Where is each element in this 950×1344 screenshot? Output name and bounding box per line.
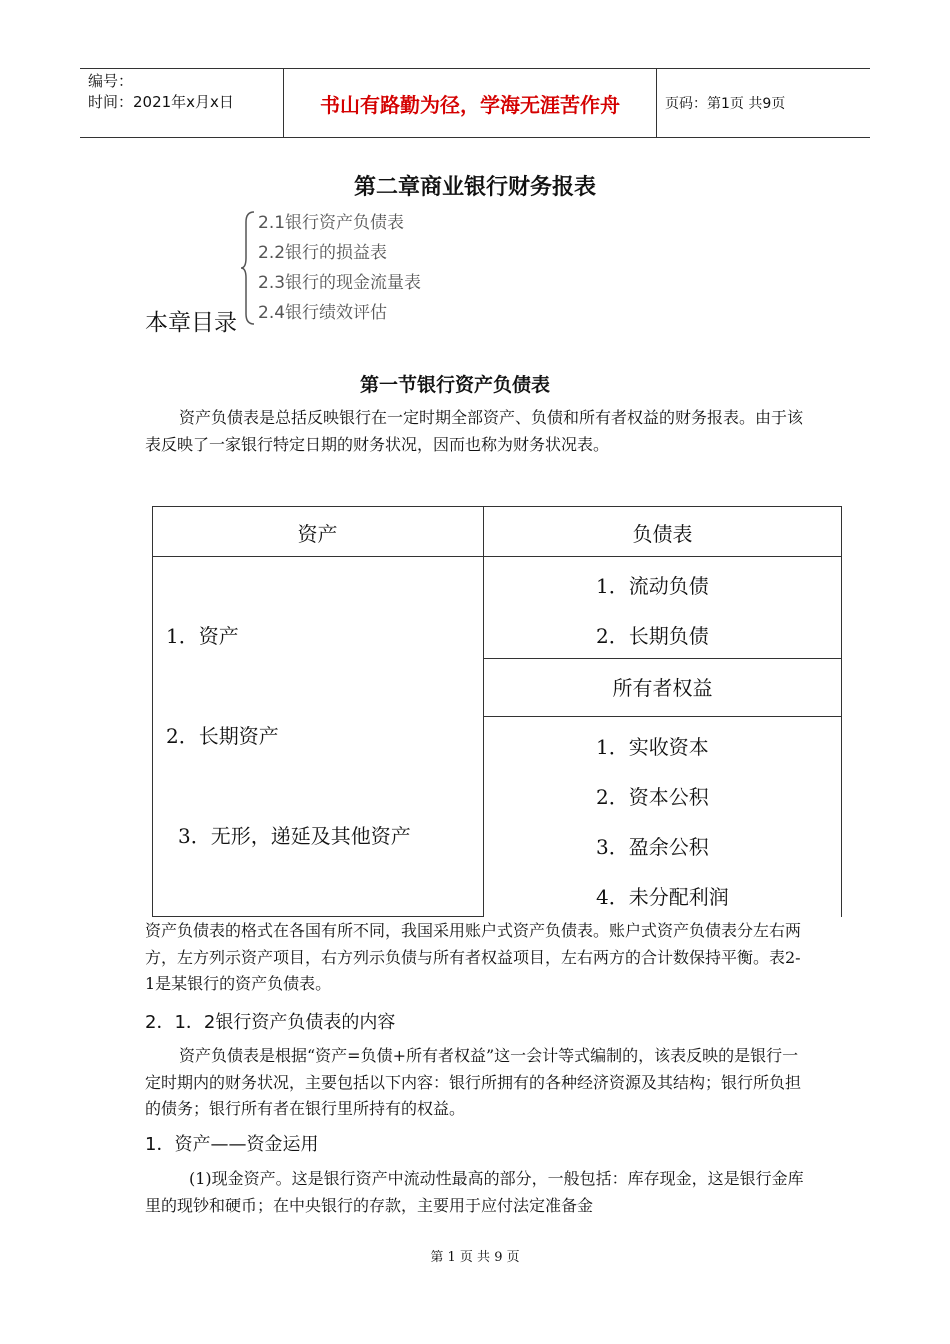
table-header-divider xyxy=(152,556,842,557)
section-title: 第一节银行资产负债表 xyxy=(359,374,550,396)
number-label: 编号： xyxy=(88,72,134,90)
paragraph-cash-assets: (1)现金资产。这是银行资产中流动性最高的部分，一般包括：库存现金，这是银行金库里的现钞和硬币；在中央银行的存款，主要用于应付法定准备金 xyxy=(145,1169,804,1215)
liability-item: 2．长期负债 xyxy=(596,624,709,648)
toc-list xyxy=(258,208,421,328)
asset-item: 2．长期资产 xyxy=(166,724,279,748)
liability-item: 1．流动负债 xyxy=(596,574,709,598)
paragraph-content: 资产负债表是根据“资产=负债+所有者权益”这一会计等式编制的，该表反映的是银行一定时期内的财务状况，主要包括以下内容：银行所拥有的各种经济资源及其结构；银行所负担的债务；银行所有者在银行里所持有的权益。 xyxy=(145,1046,802,1118)
table-column-divider xyxy=(483,506,484,917)
toc-item: 2.3银行的现金流量表 xyxy=(258,273,422,293)
table-divider xyxy=(483,658,842,659)
equity-item: 1．实收资本 xyxy=(596,735,709,759)
section-heading: 2．1．2银行资产负债表的内容 xyxy=(145,1012,396,1033)
equity-header: 所有者权益 xyxy=(612,676,713,700)
header-meta xyxy=(88,71,234,113)
equity-item: 2．资本公积 xyxy=(596,785,709,809)
asset-item: 1．资产 xyxy=(166,624,239,648)
document-header xyxy=(80,68,870,138)
toc-item: 2.1银行资产负债表 xyxy=(258,213,405,233)
paragraph-format: 资产负债表的格式在各国有所不同，我国采用账户式资产负债表。账户式资产负债表分左右两方，左方列示资产项目，右方列示负债与所有者权益项目，左右两方的合计数保持平衡。表2-1是某银行的资产负债表。 xyxy=(145,921,802,993)
table-border-top xyxy=(152,506,842,507)
page-footer: 第 1 页 共 9 页 xyxy=(430,1250,520,1265)
assets-header: 资产 xyxy=(297,522,338,546)
asset-item: 3．无形，递延及其他资产 xyxy=(178,824,411,848)
intro-paragraph: 资产负债表是总括反映银行在一定时期全部资产、负债和所有者权益的财务报表。由于该表反映了一家银行特定日期的财务状况，因而也称为财务状况表。 xyxy=(145,408,804,454)
balance-sheet-table xyxy=(152,506,842,917)
toc-item: 2.4银行绩效评估 xyxy=(258,303,388,323)
table-border-left xyxy=(152,506,153,917)
page-info: 页码：第1页 共9页 xyxy=(665,96,786,112)
table-border-right xyxy=(841,506,842,917)
time-label: 时间：2021年x月x日 xyxy=(88,93,234,111)
equity-item: 4．未分配利润 xyxy=(596,885,729,909)
table-divider xyxy=(483,716,842,717)
toc-label: 本章目录 xyxy=(145,310,237,336)
section-heading: 1．资产——资金运用 xyxy=(145,1134,319,1155)
table-border-bottom xyxy=(152,916,483,917)
toc-item: 2.2银行的损益表 xyxy=(258,243,388,263)
chapter-title: 第二章商业银行财务报表 xyxy=(353,175,596,200)
brace-icon xyxy=(240,210,256,326)
motto: 书山有路勤为径，学海无涯苦作舟 xyxy=(283,69,657,137)
equity-item: 3．盈余公积 xyxy=(596,835,709,859)
liabilities-header: 负债表 xyxy=(632,522,693,546)
